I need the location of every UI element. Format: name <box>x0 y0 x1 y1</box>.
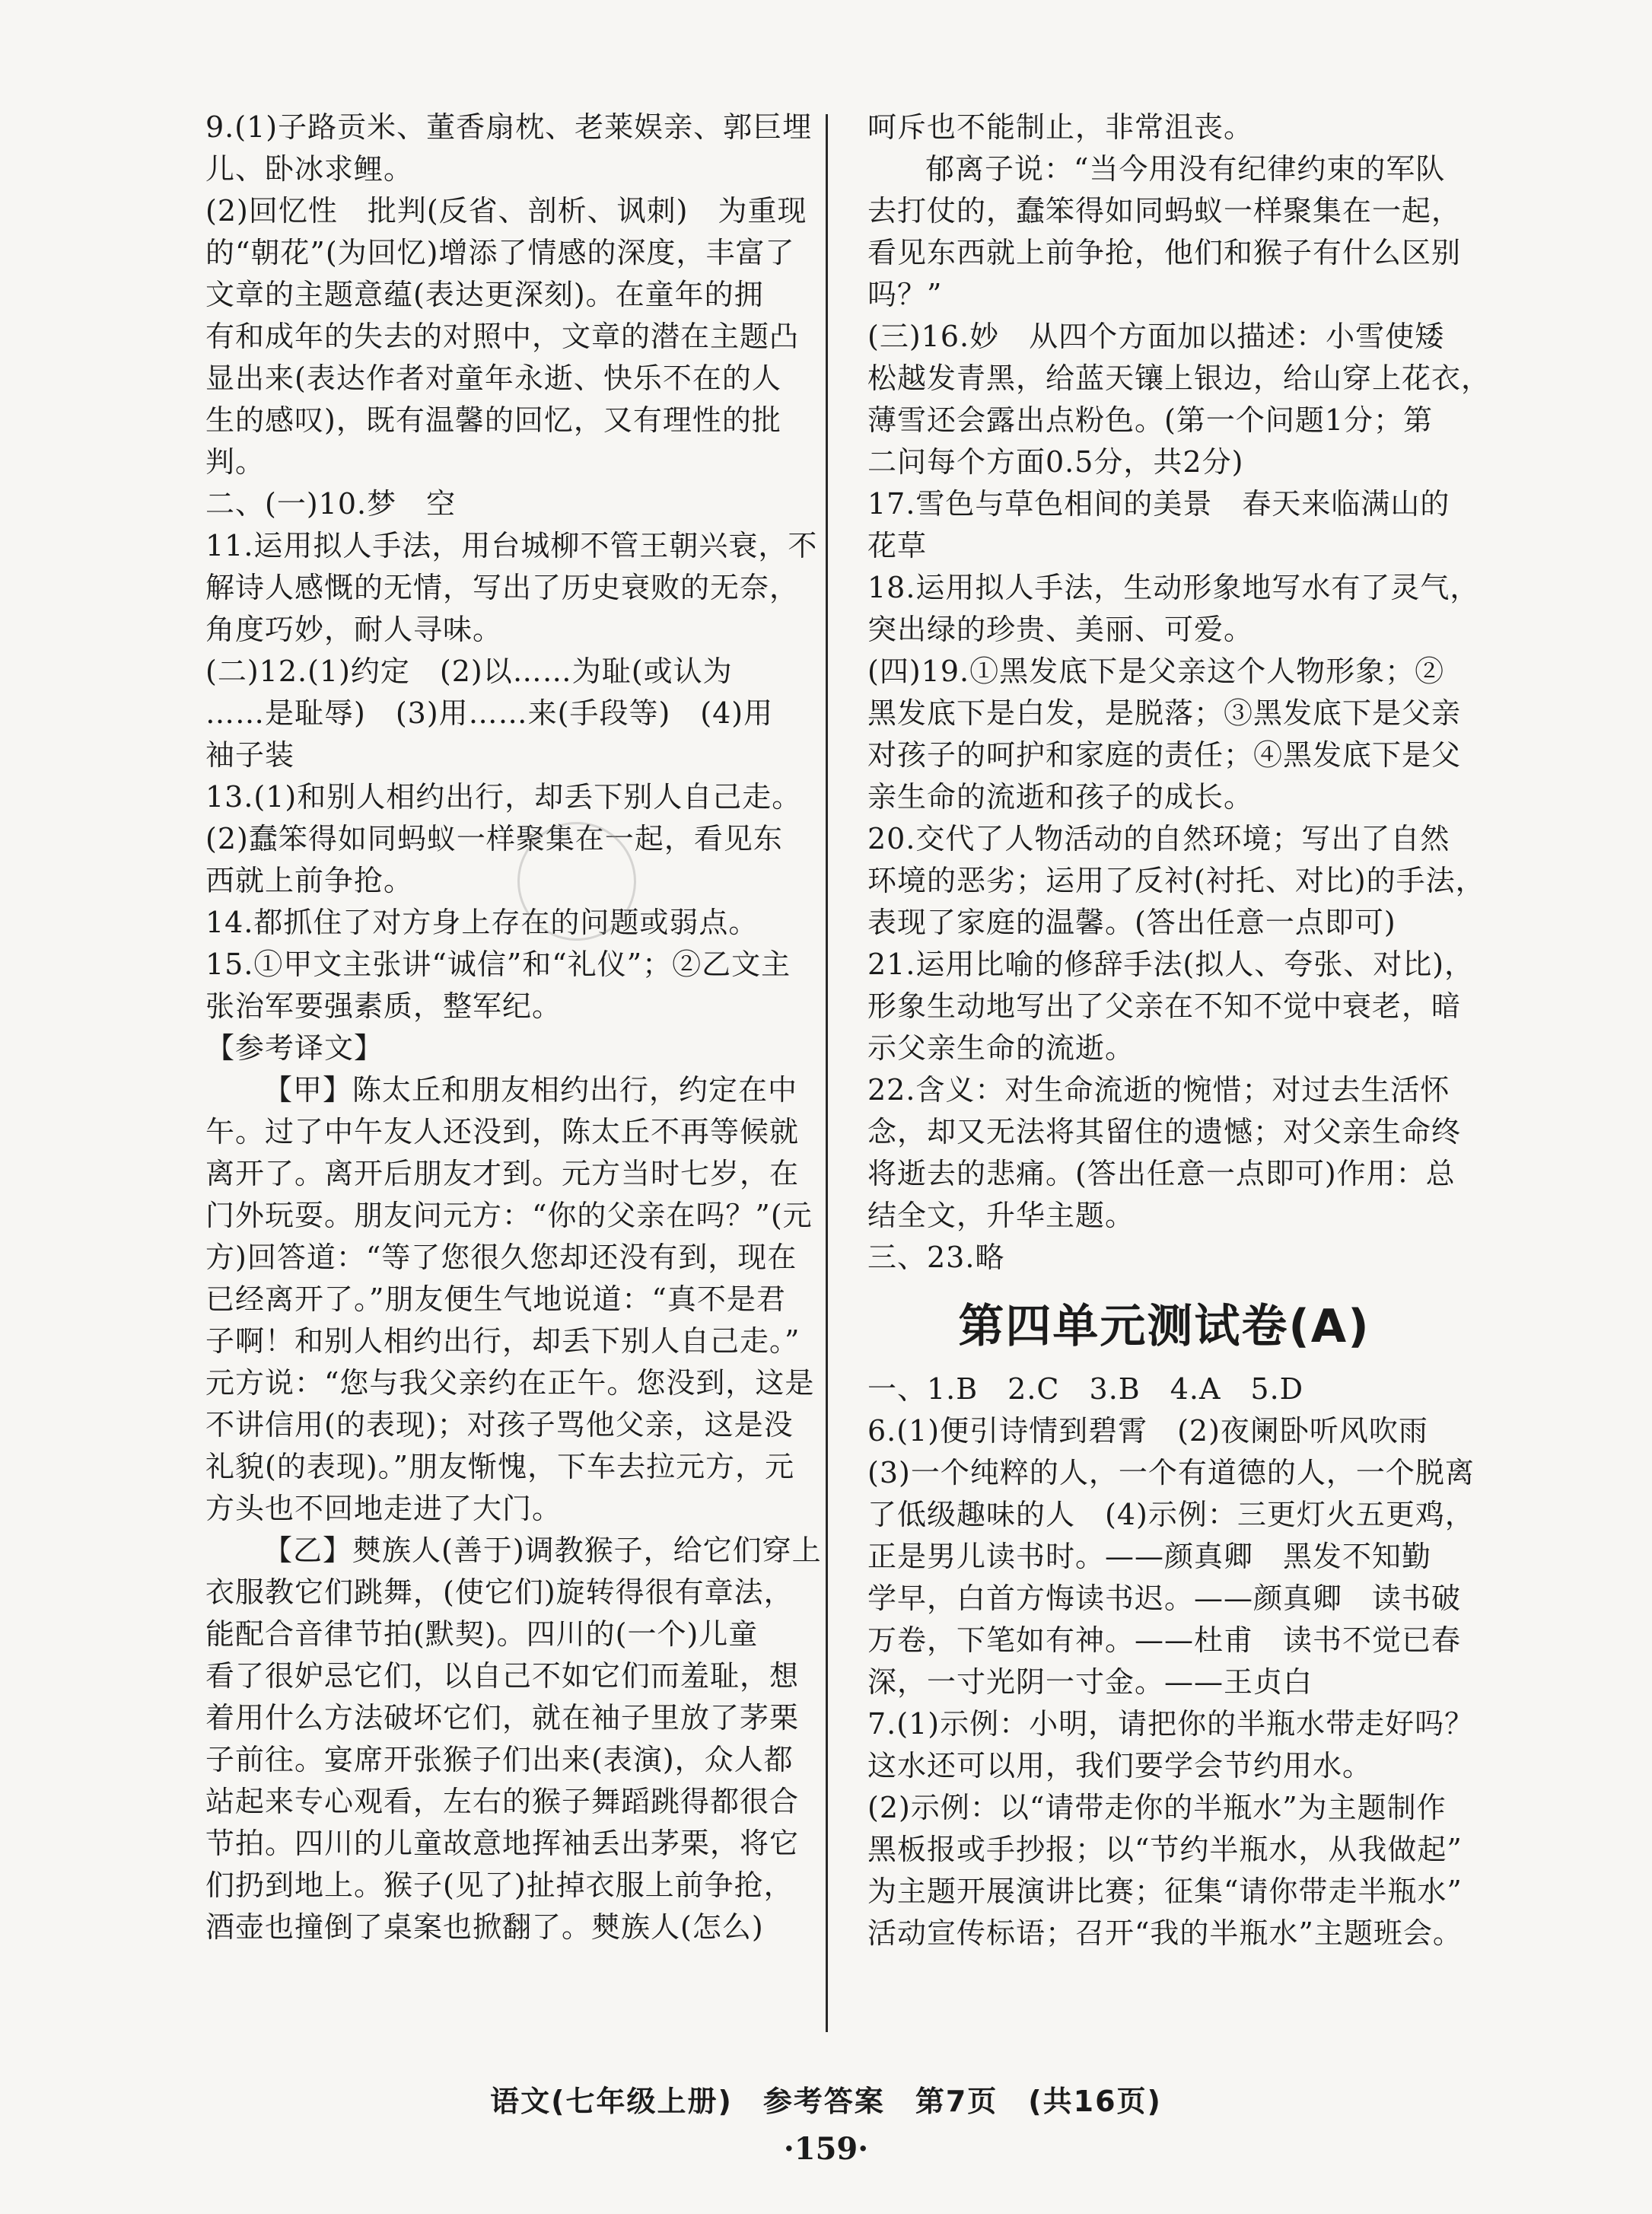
text-line: 这水还可以用，我们要学会节约用水。 <box>867 1749 1373 1782</box>
text-line: 不讲信用(的表现)；对孩子骂他父亲，这是没 <box>205 1408 794 1441</box>
text-line: 为主题开展演讲比赛；征集“请你带走半瓶水” <box>867 1875 1463 1908</box>
text-line: 判。 <box>205 445 266 479</box>
text-line: 11.运用拟人手法，用台城柳不管王朝兴衰，不 <box>205 529 818 562</box>
text-line: 儿、卧冰求鲤。 <box>205 152 414 186</box>
text-line: 20.交代了人物活动的自然环境；写出了自然 <box>867 822 1450 855</box>
text-line: (二)12.(1)约定 (2)以……为耻(或认为 <box>205 655 733 688</box>
text-line: 18.运用拟人手法，生动形象地写水有了灵气， <box>867 571 1480 604</box>
text-line: 二问每个方面0.5分，共2分) <box>867 445 1244 479</box>
right-column-answers <box>867 107 1491 1279</box>
text-line: 节拍。四川的儿童故意地挥袖丢出茅栗，将它 <box>205 1827 800 1860</box>
text-line: 21.运用比喻的修辞手法(拟人、夸张、对比)， <box>867 948 1475 981</box>
text-line: 生的感叹)，既有温馨的回忆，又有理性的批 <box>205 403 781 437</box>
text-line: 9.(1)子路贡米、董香扇枕、老莱娱亲、郭巨埋 <box>205 110 813 144</box>
text-line: 万卷，下笔如有神。——杜甫 读书不觉已春 <box>867 1623 1462 1657</box>
text-line: (3)一个纯粹的人，一个有道德的人，一个脱离 <box>867 1456 1475 1489</box>
text-line: 已经离开了。”朋友便生气地说道：“真不是君 <box>205 1282 786 1316</box>
text-line: 14.都抓住了对方身上存在的问题或弱点。 <box>205 906 759 939</box>
text-line: 呵斥也不能制止，非常沮丧。 <box>867 110 1254 144</box>
text-line: 亲生命的流逝和孩子的成长。 <box>867 780 1254 814</box>
text-line: 深，一寸光阴一寸金。——王贞白 <box>867 1665 1313 1699</box>
text-line: 【参考译文】 <box>205 1031 384 1065</box>
text-line: 黑发底下是白发，是脱落；③黑发底下是父亲 <box>867 696 1462 730</box>
text-line: 三、23.略 <box>867 1241 1005 1274</box>
text-line: 午。过了中午友人还没到，陈太丘不再等候就 <box>205 1115 800 1148</box>
text-line: 松越发青黑，给蓝天镶上银边，给山穿上花衣， <box>867 362 1491 395</box>
text-line: 郁离子说：“当今用没有纪律约束的军队 <box>925 152 1446 186</box>
text-line: 张治军要强素质，整军纪。 <box>205 989 562 1023</box>
text-line: 子啊！和别人相约出行，却丢下别人自己走。” <box>205 1324 801 1358</box>
text-line: 解诗人感慨的无情，写出了历史衰败的无奈， <box>205 571 800 604</box>
text-line: 13.(1)和别人相约出行，却丢下别人自己走。 <box>205 780 802 814</box>
text-line: 【乙】僰族人(善于)调教猴子，给它们穿上 <box>263 1534 822 1567</box>
text-line: 花草 <box>867 529 928 562</box>
text-line: 示父亲生命的流逝。 <box>867 1031 1135 1065</box>
text-line: 突出绿的珍贵、美丽、可爱。 <box>867 613 1254 646</box>
text-line: 离开了。离开后朋友才到。元方当时七岁，在 <box>205 1157 800 1190</box>
text-line: 一、1.B 2.C 3.B 4.A 5.D <box>867 1372 1304 1406</box>
text-line: 酒壶也撞倒了桌案也掀翻了。僰族人(怎么) <box>205 1910 764 1944</box>
left-column <box>205 107 822 1948</box>
text-line: 结全文，升华主题。 <box>867 1199 1135 1232</box>
text-line: 17.雪色与草色相间的美景 春天来临满山的 <box>867 487 1450 521</box>
text-line: (2)蠢笨得如同蚂蚁一样聚集在一起，看见东 <box>205 822 783 855</box>
section-title: 第四单元测试卷(A) <box>958 1300 1370 1353</box>
text-line: 有和成年的失去的对照中，文章的潜在主题凸 <box>205 320 800 353</box>
text-line: 看见东西就上前争抢，他们和猴子有什么区别 <box>867 236 1462 269</box>
text-line: 的“朝花”(为回忆)增添了情感的深度，丰富了 <box>205 236 795 269</box>
text-line: (三)16.妙 从四个方面加以描述：小雪使矮 <box>867 320 1445 353</box>
text-line: 袖子装 <box>205 738 295 772</box>
text-line: 【甲】陈太丘和朋友相约出行，约定在中 <box>263 1073 798 1107</box>
text-line: 角度巧妙，耐人寻味。 <box>205 613 503 646</box>
page-footer: 语文(七年级上册) 参考答案 第7页 (共16页) <box>490 2085 1162 2118</box>
text-line: 形象生动地写出了父亲在不知不觉中衰老，暗 <box>867 989 1462 1023</box>
text-line: 站起来专心观看，左右的猴子舞蹈跳得都很合 <box>205 1785 800 1818</box>
text-line: 薄雪还会露出点粉色。(第一个问题1分；第 <box>867 403 1434 437</box>
text-line: 能配合音律节拍(默契)。四川的(一个)儿童 <box>205 1617 759 1651</box>
text-line: 了低级趣味的人 (4)示例：三更灯火五更鸡， <box>867 1498 1475 1531</box>
text-line: 7.(1)示例：小明，请把你的半瓶水带走好吗？ <box>867 1707 1475 1741</box>
text-line: 衣服教它们跳舞，(使它们)旋转得很有章法， <box>205 1575 794 1609</box>
text-line: 活动宣传标语；召开“我的半瓶水”主题班会。 <box>867 1916 1463 1950</box>
text-line: 吗？” <box>867 278 943 311</box>
page-number: ·159· <box>783 2131 869 2167</box>
text-line: 去打仗的，蠢笨得如同蚂蚁一样聚集在一起， <box>867 194 1462 228</box>
text-line: 对孩子的呵护和家庭的责任；④黑发底下是父 <box>867 738 1462 772</box>
text-line: 15.①甲文主张讲“诚信”和“礼仪”；②乙文主 <box>205 948 791 981</box>
text-line: 表现了家庭的温馨。(答出任意一点即可) <box>867 906 1396 939</box>
text-line: 看了很妒忌它们，以自己不如它们而羞耻，想 <box>205 1659 800 1693</box>
text-line: 西就上前争抢。 <box>205 864 414 897</box>
text-line: (2)示例：以“请带走你的半瓶水”为主题制作 <box>867 1791 1447 1824</box>
text-line: 着用什么方法破坏它们，就在袖子里放了茅栗 <box>205 1701 800 1735</box>
text-line: 元方说：“您与我父亲约在正午。您没到，这是 <box>205 1366 815 1400</box>
text-line: 们扔到地上。猴子(见了)扯掉衣服上前争抢， <box>205 1868 794 1902</box>
text-line: 正是男儿读书时。——颜真卿 黑发不知勤 <box>867 1540 1432 1573</box>
text-line: 将逝去的悲痛。(答出任意一点即可)作用：总 <box>867 1157 1456 1190</box>
text-line: 学早，白首方悔读书迟。——颜真卿 读书破 <box>867 1582 1462 1615</box>
right-column <box>867 107 1491 1954</box>
text-line: 22.含义：对生命流逝的惋惜；对过去生活怀 <box>867 1073 1450 1107</box>
text-line: ……是耻辱) (3)用……来(手段等) (4)用 <box>205 696 774 730</box>
text-line: 方头也不回地走进了大门。 <box>205 1492 562 1525</box>
text-line: 子前往。宴席开张猴子们出来(表演)，众人都 <box>205 1743 794 1776</box>
text-line: 念，却又无法将其留住的遗憾；对父亲生命终 <box>867 1115 1462 1148</box>
text-line: 文章的主题意蕴(表达更深刻)。在童年的拥 <box>205 278 764 311</box>
text-line: (四)19.①黑发底下是父亲这个人物形象；② <box>867 655 1445 688</box>
text-line: 显出来(表达作者对童年永逝、快乐不在的人 <box>205 362 781 395</box>
text-line: 方)回答道：“等了您很久您却还没有到，现在 <box>205 1241 797 1274</box>
text-line: 礼貌(的表现)。”朋友惭愧，下车去拉元方，元 <box>205 1450 795 1483</box>
text-line: 环境的恶劣；运用了反衬(衬托、对比)的手法， <box>867 864 1485 897</box>
text-line: (2)回忆性 批判(反省、剖析、讽刺) 为重现 <box>205 194 807 228</box>
column-divider <box>826 114 828 2032</box>
text-line: 二、(一)10.梦 空 <box>205 487 457 521</box>
text-line: 黑板报或手抄报；以“节约半瓶水，从我做起” <box>867 1833 1463 1866</box>
text-line: 6.(1)便引诗情到碧霄 (2)夜阑卧听风吹雨 <box>867 1414 1428 1448</box>
text-line: 门外玩耍。朋友问元方：“你的父亲在吗？”(元 <box>205 1199 813 1232</box>
right-column-unit4-answers <box>867 1368 1475 1954</box>
